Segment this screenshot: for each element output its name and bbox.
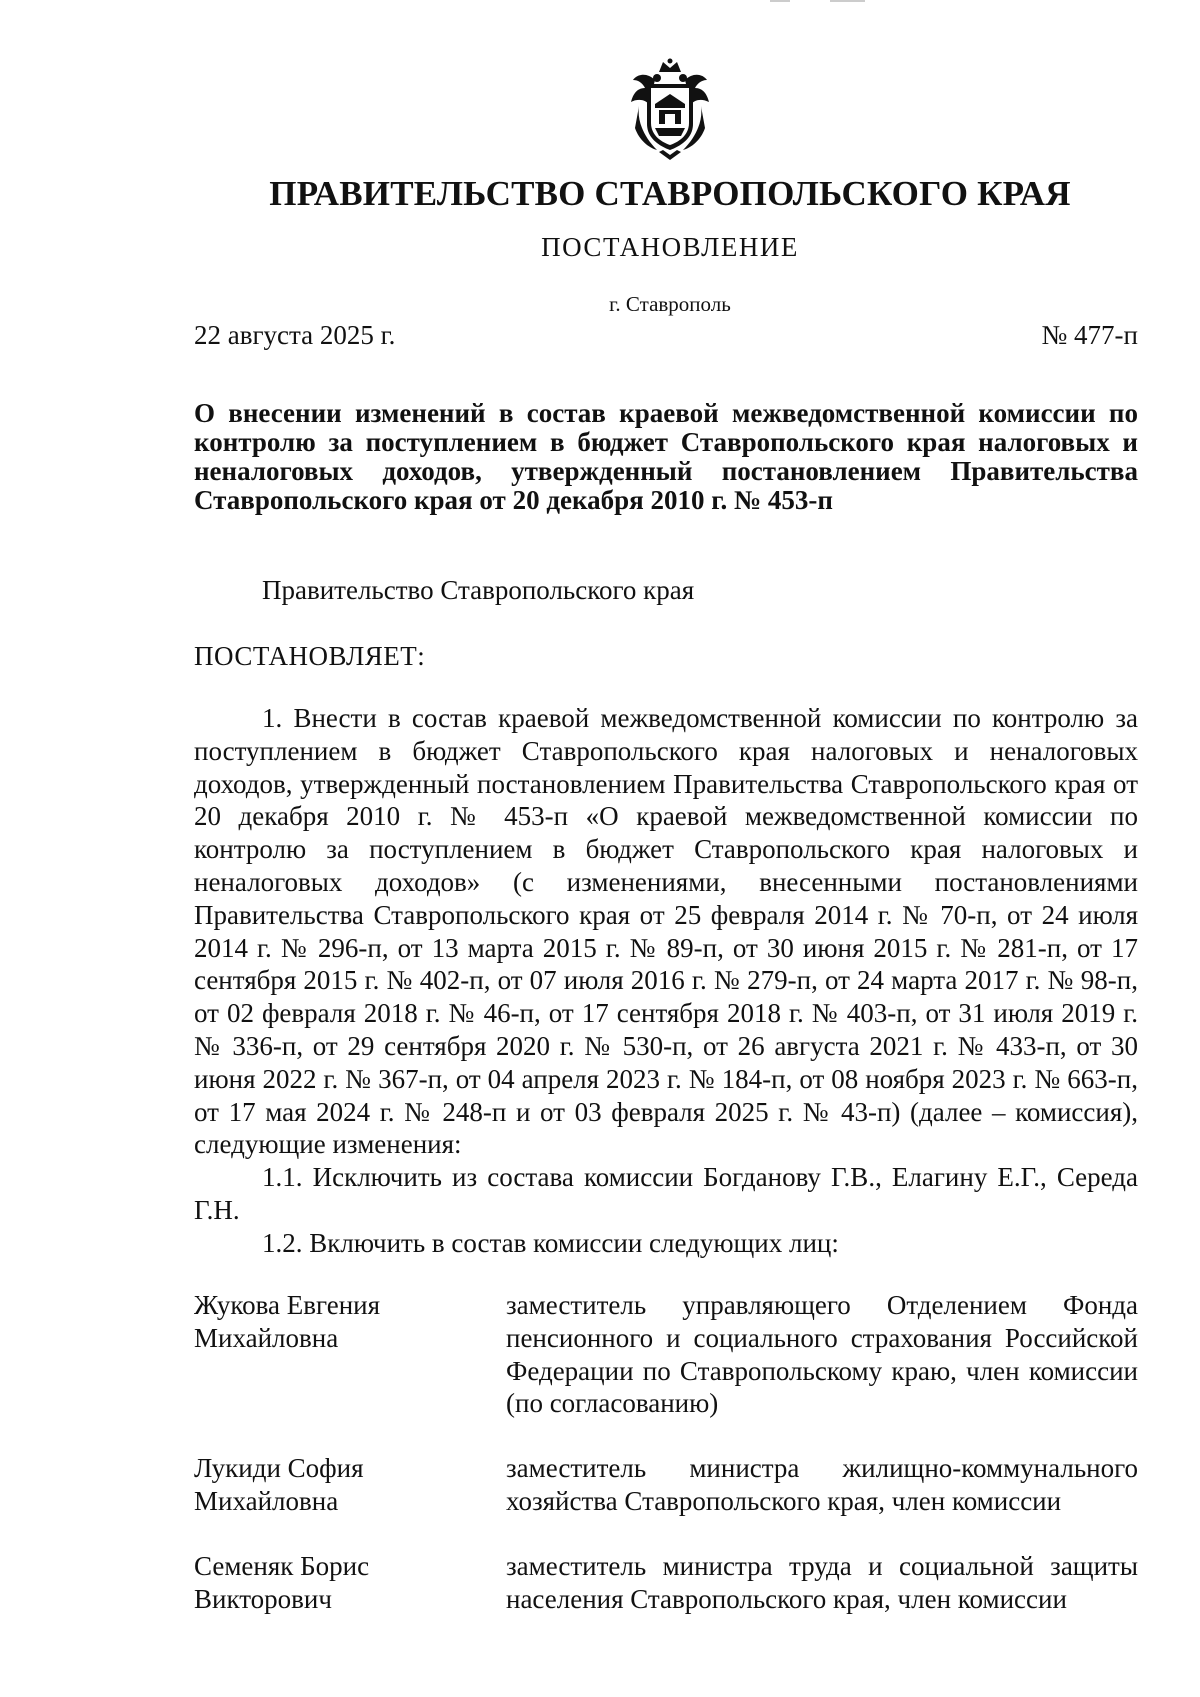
decree-word: ПОСТАНОВЛЯЕТ: bbox=[194, 641, 426, 671]
member-name: Жукова Евгения Михайловна bbox=[194, 1290, 381, 1353]
paragraph-1-2: 1.2. Включить в состав комиссии следующих лиц: bbox=[262, 1227, 839, 1258]
member-role: заместитель министра труда и социальной защиты населения Ставропольского края, член комиссии bbox=[506, 1550, 1138, 1614]
member-row bbox=[194, 1289, 1138, 1420]
intro-line: Правительство Ставропольского края bbox=[262, 575, 695, 605]
member-row bbox=[194, 1452, 1138, 1518]
member-name: Лукиди София Михайловна bbox=[194, 1453, 364, 1516]
document-subject: О внесении изменений в состав краевой межведомственной комиссии по контролю за поступлением в бюджет Ставропольского края налоговых и неналоговых доходов, утвержденный постановлением Правительства Ставропольского края от 20 декабря 2010 г. № 453-п bbox=[194, 398, 1138, 515]
document-body bbox=[194, 702, 1138, 1260]
member-name: Семеняк Борис Викторович bbox=[194, 1550, 370, 1614]
document-date: 22 августа 2025 г. bbox=[194, 320, 396, 350]
document-city: г. Ставрополь bbox=[609, 292, 731, 316]
document-type: ПОСТАНОВЛЕНИЕ bbox=[541, 232, 799, 262]
member-role: заместитель министра жилищно-коммунального хозяйства Ставропольского края, член комиссии bbox=[506, 1453, 1138, 1516]
member-role: заместитель управляющего Отделением Фонда пенсионного и социального страхования Российской Федерации по Ставропольскому краю, член комиссии (по согласованию) bbox=[506, 1290, 1138, 1419]
paragraph-1-1: 1.1. Исключить из состава комиссии Богданову Г.В., Елагину Е.Г., Середа Г.Н. bbox=[194, 1162, 1138, 1225]
member-row bbox=[194, 1550, 1138, 1616]
scan-artifact bbox=[770, 0, 900, 6]
paragraph-1: 1. Внести в состав краевой межведомственной комиссии по контролю за поступлением в бюджет Ставропольского края налоговых и неналоговых доходов, утвержденный постановлением Правительства Ставропольского края от 20 декабря 2010 г. № 453-п «О краевой межведомственной комиссии по контролю за поступлением в бюджет Ставропольского края налоговых и неналоговых доходов» (с изменениями, внесенными постановлениями Правительства Ставропольского края от 25 февраля 2014 г. № 70-п, от 24 июля 2014 г. № 296-п, от 13 марта 2015 г. № 89-п, от 30 июня 2015 г. № 281-п, от 17 сентября 2015 г. № 402-п, от 07 июля 2016 г. № 279-п, от 24 марта 2017 г. № 98-п, от 02 февраля 2018 г. № 46-п, от 17 сентября 2018 г. № 403-п, от 31 июля 2019 г. № 336-п, от 29 сентября 2020 г. № 530-п, от 26 августа 2021 г. № 433-п, от 30 июня 2022 г. № 367-п, от 04 апреля 2023 г. № 184-п, от 08 ноября 2023 г. № 663-п, от 17 мая 2024 г. № 248-п и от 03 февраля 2025 г. № 43-п) (далее – комиссия), следующие изменения: bbox=[194, 703, 1138, 1160]
members-list bbox=[194, 1289, 1138, 1647]
document-number: № 477-п bbox=[1041, 320, 1138, 350]
coat-of-arms-emblem bbox=[629, 58, 711, 162]
organization-title: ПРАВИТЕЛЬСТВО СТАВРОПОЛЬСКОГО КРАЯ bbox=[269, 174, 1071, 213]
